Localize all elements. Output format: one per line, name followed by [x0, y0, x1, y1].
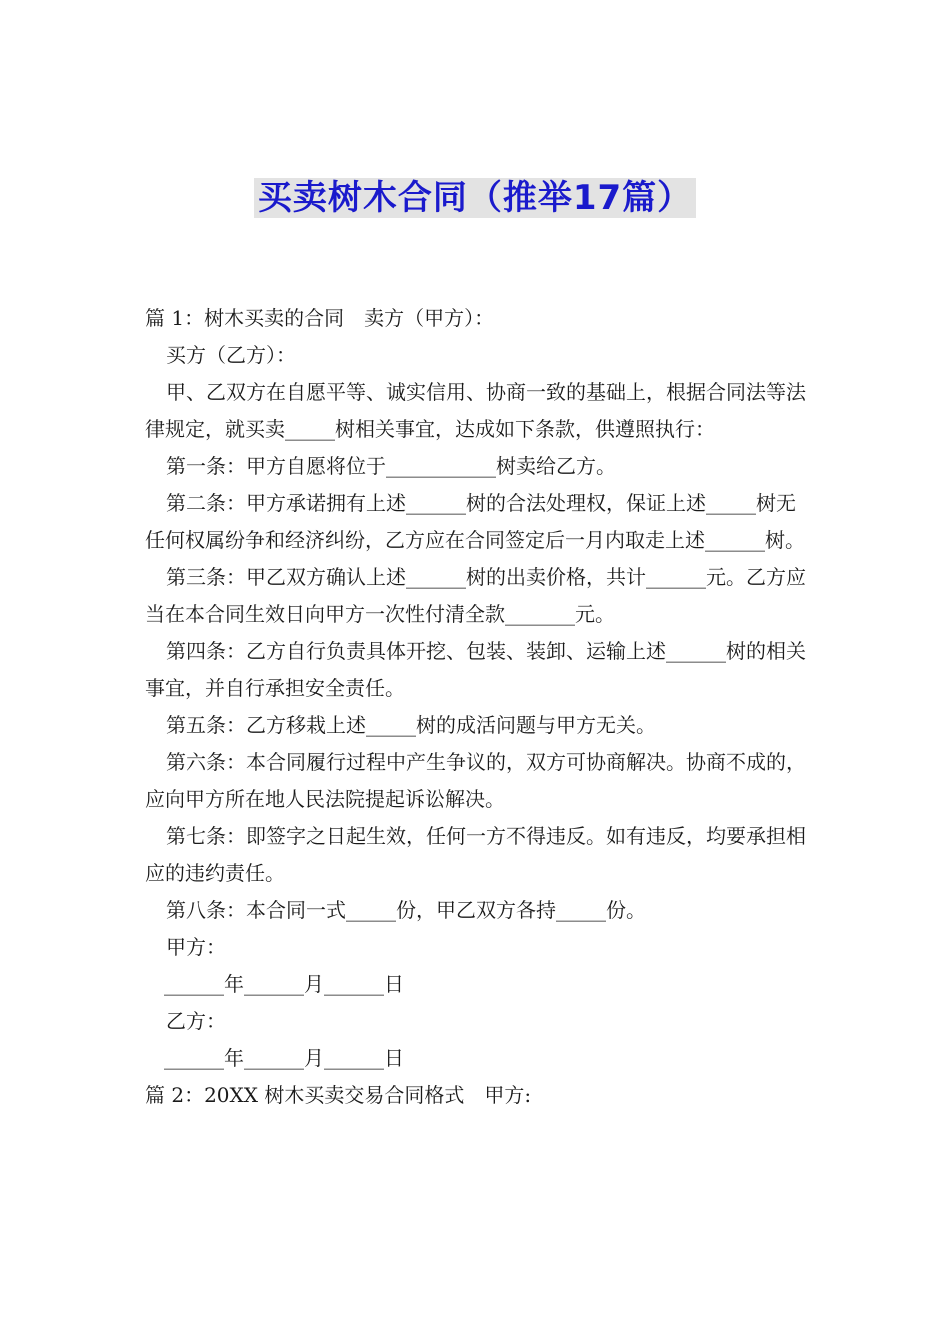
- party-b-signature-label: 乙方：: [166, 1009, 226, 1033]
- article-2: 第二条：甲方承诺拥有上述______树的合法处理权，保证上述_____树无任何权属纷争和经济纠纷，乙方应在合同签定后一月内取走上述______树。: [145, 491, 805, 552]
- article-1: 第一条：甲方自愿将位于___________树卖给乙方。: [166, 454, 616, 478]
- party-a-signature-label: 甲方：: [166, 935, 226, 959]
- article-6: 第六条：本合同履行过程中产生争议的，双方可协商解决。协商不成的，应向甲方所在地人民法院提起诉讼解决。: [145, 750, 806, 811]
- title-container: [0, 178, 950, 218]
- document-title: 买卖树木合同（推举17篇）: [254, 178, 696, 218]
- party-a-date-line: ______年______月______日: [164, 972, 404, 996]
- article-8: 第八条：本合同一式_____份，甲乙双方各持_____份。: [166, 898, 646, 922]
- document-body: [145, 300, 813, 1114]
- article-4: 第四条：乙方自行负责具体开挖、包装、装卸、运输上述______树的相关事宜，并自行承担安全责任。: [145, 639, 806, 700]
- section-heading-2: 篇 2：20XX 树木买卖交易合同格式 甲方:: [145, 1083, 532, 1107]
- article-7: 第七条：即签字之日起生效，任何一方不得违反。如有违反，均要承担相应的违约责任。: [145, 824, 806, 885]
- article-5: 第五条：乙方移栽上述_____树的成活问题与甲方无关。: [166, 713, 656, 737]
- article-3: 第三条：甲乙双方确认上述______树的出卖价格，共计______元。乙方应当在本合同生效日向甲方一次性付清全款_______元。: [145, 565, 806, 626]
- party-b-date-line: ______年______月______日: [164, 1046, 404, 1070]
- section-heading-1: 篇 1：树木买卖的合同 卖方（甲方）：: [145, 306, 495, 330]
- buyer-line: 买方（乙方）：: [166, 343, 296, 367]
- preamble-paragraph: 甲、乙双方在自愿平等、诚实信用、协商一致的基础上，根据合同法等法律规定，就买卖_____树相关事宜，达成如下条款，供遵照执行：: [145, 380, 806, 441]
